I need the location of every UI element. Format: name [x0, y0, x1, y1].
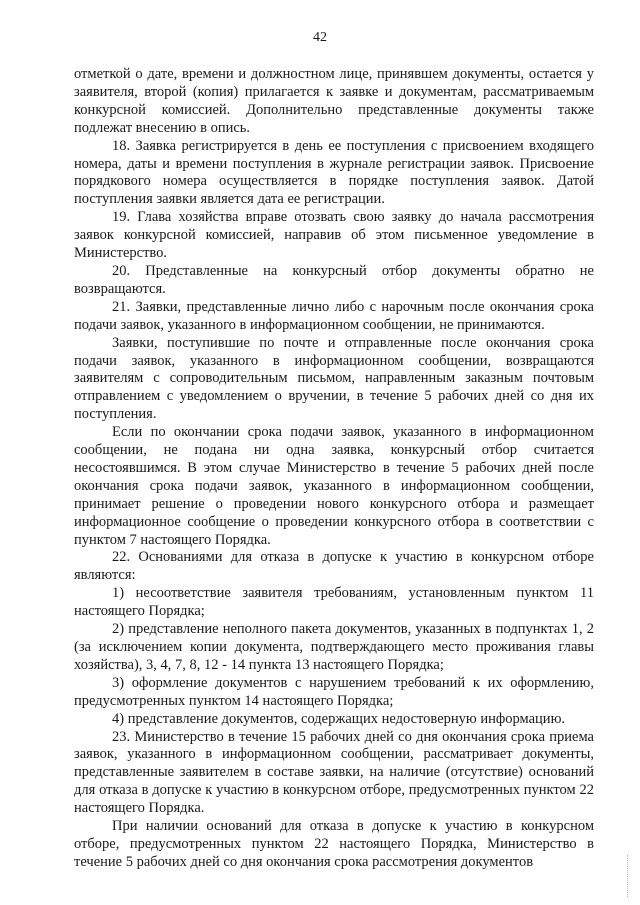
- paragraph-21-mail-returns: Заявки, поступившие по почте и отправленные после окончания срока подачи заявок, указанного в информационном сообщении, возвращаются заявителям с сопроводительным письмом, направленным заказным почтовым отправлением с уведомлением о вручении, в течение 5 рабочих дней со дня их поступления.: [74, 334, 594, 423]
- paragraph-20: 20. Представленные на конкурсный отбор документы обратно не возвращаются.: [74, 262, 594, 297]
- paragraph-21: 21. Заявки, представленные лично либо с нарочным после окончания срока подачи заявок, указанного в информационном сообщении, не принимаются.: [74, 298, 594, 333]
- paragraph-19: 19. Глава хозяйства вправе отозвать свою заявку до начала рассмотрения заявок конкурсной комиссией, направив об этом письменное уведомление в Министерство.: [74, 209, 594, 262]
- paragraph-21-no-applications: Если по окончании срока подачи заявок, указанного в информационном сообщении, не подана ни одна заявка, конкурсный отбор считается несостоявшимся. В этом случае Министерство в течение 5 рабочих дней после окончания срока подачи заявок, указанного в информационном сообщении, принимает решение о проведении нового конкурсного отбора и размещает информационное сообщение о проведении конкурсного отбора в соответствии с пунктом 7 настоящего Порядка.: [74, 424, 594, 548]
- paragraph-23-refusal: При наличии оснований для отказа в допуске к участию в конкурсном отборе, предусмотренных пунктом 22 настоящего Порядка, Министерство в течение 5 рабочих дней со дня окончания срока рассмотрения документов: [74, 818, 594, 870]
- page-number: 42: [313, 30, 327, 45]
- paragraph-22: 22. Основаниями для отказа в допуске к участию в конкурсном отборе являются:: [74, 549, 594, 584]
- paragraph-22-item-1: 1) несоответствие заявителя требованиям, установленным пунктом 11 настоящего Порядка;: [74, 585, 594, 620]
- paragraph-22-item-3: 3) оформление документов с нарушением требований к их оформлению, предусмотренных пунктом 14 настоящего Порядка;: [74, 674, 594, 709]
- paragraph-23: 23. Министерство в течение 15 рабочих дней со дня окончания срока приема заявок, указанного в информационном сообщении, рассматривает документы, представленные заявителем в составе заявки, на наличие (отсутствие) оснований для отказа в допуске к участию в конкурсном отборе, предусмотренных пунктом 22 настоящего Порядка.: [74, 728, 594, 817]
- paragraph-22-item-4: 4) представление документов, содержащих недостоверную информацию.: [112, 710, 566, 727]
- paragraph-22-item-2: 2) представление неполного пакета документов, указанных в подпунктах 1, 2 (за исключением копии документа, подтверждающего место проживания главы хозяйства), 3, 4, 7, 8, 12 - 14 пункта 13 настоящего Порядка;: [74, 621, 594, 673]
- paragraph-18: 18. Заявка регистрируется в день ее поступления с присвоением входящего номера, даты и времени поступления в журнале регистрации заявок. Присвоение порядкового номера осуществляется в порядке поступления заявок. Датой поступления заявки является дата ее регистрации.: [74, 137, 594, 208]
- document-body: [74, 66, 594, 872]
- paragraph-continuation: отметкой о дате, времени и должностном лице, принявшем документы, остается у заявителя, второй (копия) прилагается к заявке и документам, рассматриваемым конкурсной комиссией. Дополнительно представленные документы также подлежат внесению в опись.: [74, 66, 594, 136]
- scan-edge-mark: [627, 855, 632, 897]
